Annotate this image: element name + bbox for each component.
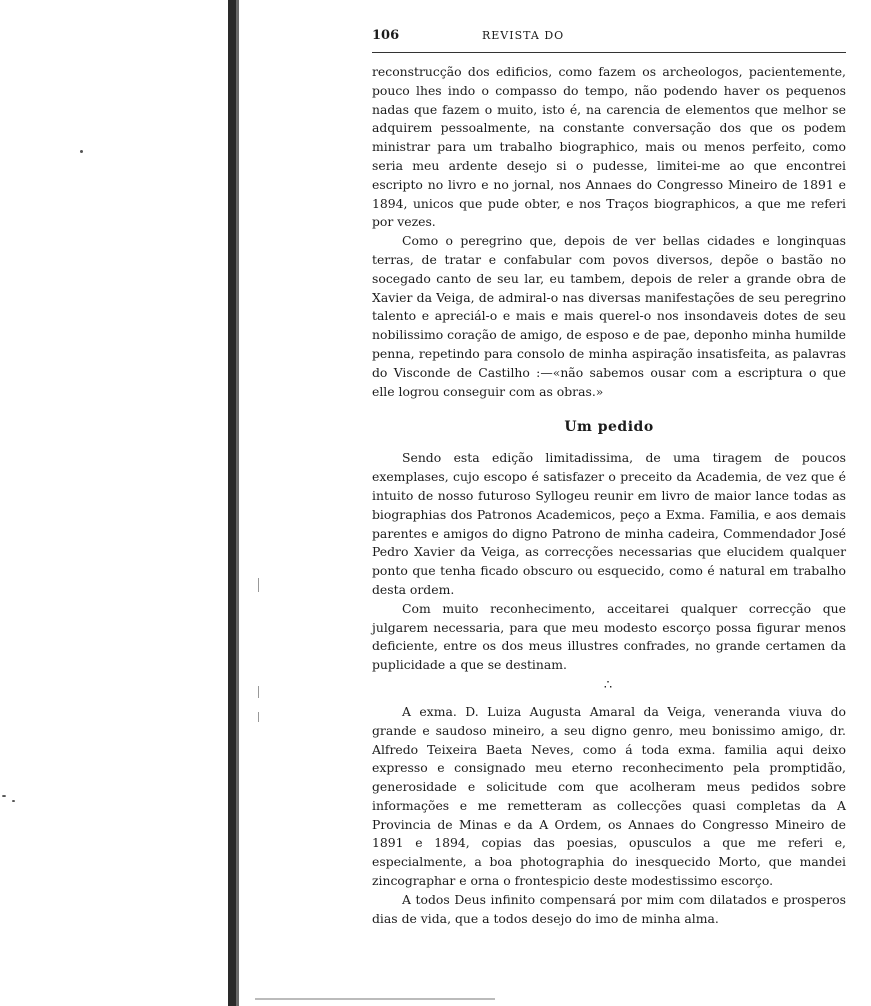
page-bottom-smudge [255, 998, 495, 1000]
paragraph-acknowledgement: Com muito reconhecimento, acceitarei qualquer correcção que julgarem necessaria, para que meu modesto escorço possa figurar menos deficiente, entre os dos meus illustres confrades, no grande certamen da puplicidade a que se destinam. [372, 600, 846, 673]
paragraph-peregrino: Como o peregrino que, depois de ver bellas cidades e longinquas terras, de tratar e confabular com povos diversos, depõe o bastão no socegado canto de seu lar, eu tambem, depois de reler a grande obra de Xavier da Veiga, de admiral-o nas diversas manifestações de seu peregrino talento e apreciál-o e mais e mais querel-o nos insondaveis dotes de seu nobilissimo coração de amigo, de esposo e de pae, deponho minha humilde penna, repetindo para consolo de minha aspiração insatisfeita, as palavras do Visconde de Castilho :—«não sabemos ousar com a escriptura o que elle logrou conseguir com as obras.» [372, 233, 846, 399]
running-title: REVISTA DO [482, 29, 565, 42]
paragraph-continuation: reconstrucção dos edificios, como fazem os archeologos, pacientemente, pouco lhes indo o compasso do tempo, não podendo haver os pequenos nadas que fazem o muito, isto é, na carencia de elementos que melhor se adquirem pessoalmente, na constante conversação dos que os podem ministrar para um trabalho biographico, mais ou menos perfeito, como seria meu ardente desejo si o pudesse, limitei-me ao que encontrei escripto no livro e no jornal, nos Annaes do Congresso Mineiro de 1891 e 1894, unicos que pude obter, e nos Traços biographicos, a que me referi por vezes. [372, 64, 846, 230]
paper-speck [12, 800, 15, 802]
page-header [372, 28, 846, 50]
book-binding-edge [236, 0, 239, 1006]
margin-mark [258, 578, 259, 592]
paragraph-request: Sendo esta edição limitadissima, de uma tiragem de poucos exemplases, cujo escopo é satisfazer o preceito da Academia, de vez que é intuito de nosso futuroso Syllogeu reunir em livro de maior lance todas as biographias dos Patronos Academicos, peço a Exma. Familia, e aos demais parentes e amigos do digno Patrono de minha cadeira, Commendador José Pedro Xavier da Veiga, as correcções necessarias que elucidem qualquer ponto que tenha ficado obscuro ou esquecido, como é natural em trabalho desta ordem. [372, 450, 846, 597]
section-ornament: ∴ [603, 677, 615, 693]
book-binding-shadow [228, 0, 236, 1006]
margin-mark [258, 686, 259, 698]
paper-speck [2, 795, 6, 797]
paragraph-closing: A todos Deus infinito compensará por mim com dilatados e prosperos dias de vida, que a todos desejo do imo de minha alma. [372, 891, 846, 926]
header-rule [372, 52, 846, 53]
paper-speck [80, 150, 83, 153]
section-title: Um pedido [564, 419, 654, 436]
page-number: 106 [372, 28, 400, 43]
margin-mark [258, 712, 259, 722]
book-page [372, 28, 846, 928]
paragraph-thanks-family: A exma. D. Luiza Augusta Amaral da Veiga, veneranda viuva do grande e saudoso mineiro, a seu digno genro, meu bonissimo amigo, dr. Alfredo Teixeira Baeta Neves, como á toda exma. familia aqui deixo expresso e consignado meu eterno reconhecimento pela promptidão, generosidade e solicitude com que acolheram meus pedidos sobre informações e me remetteram as collecções quasi completas da A Provincia de Minas e da A Ordem, os Annaes do Congresso Mineiro de 1891 e 1894, copias das poesias, opusculos a que me referi e, especialmente, a boa photographia do inesquecido Morto, que mandei zincographar e orna o frontespicio deste modestissimo escorço. [372, 703, 846, 889]
